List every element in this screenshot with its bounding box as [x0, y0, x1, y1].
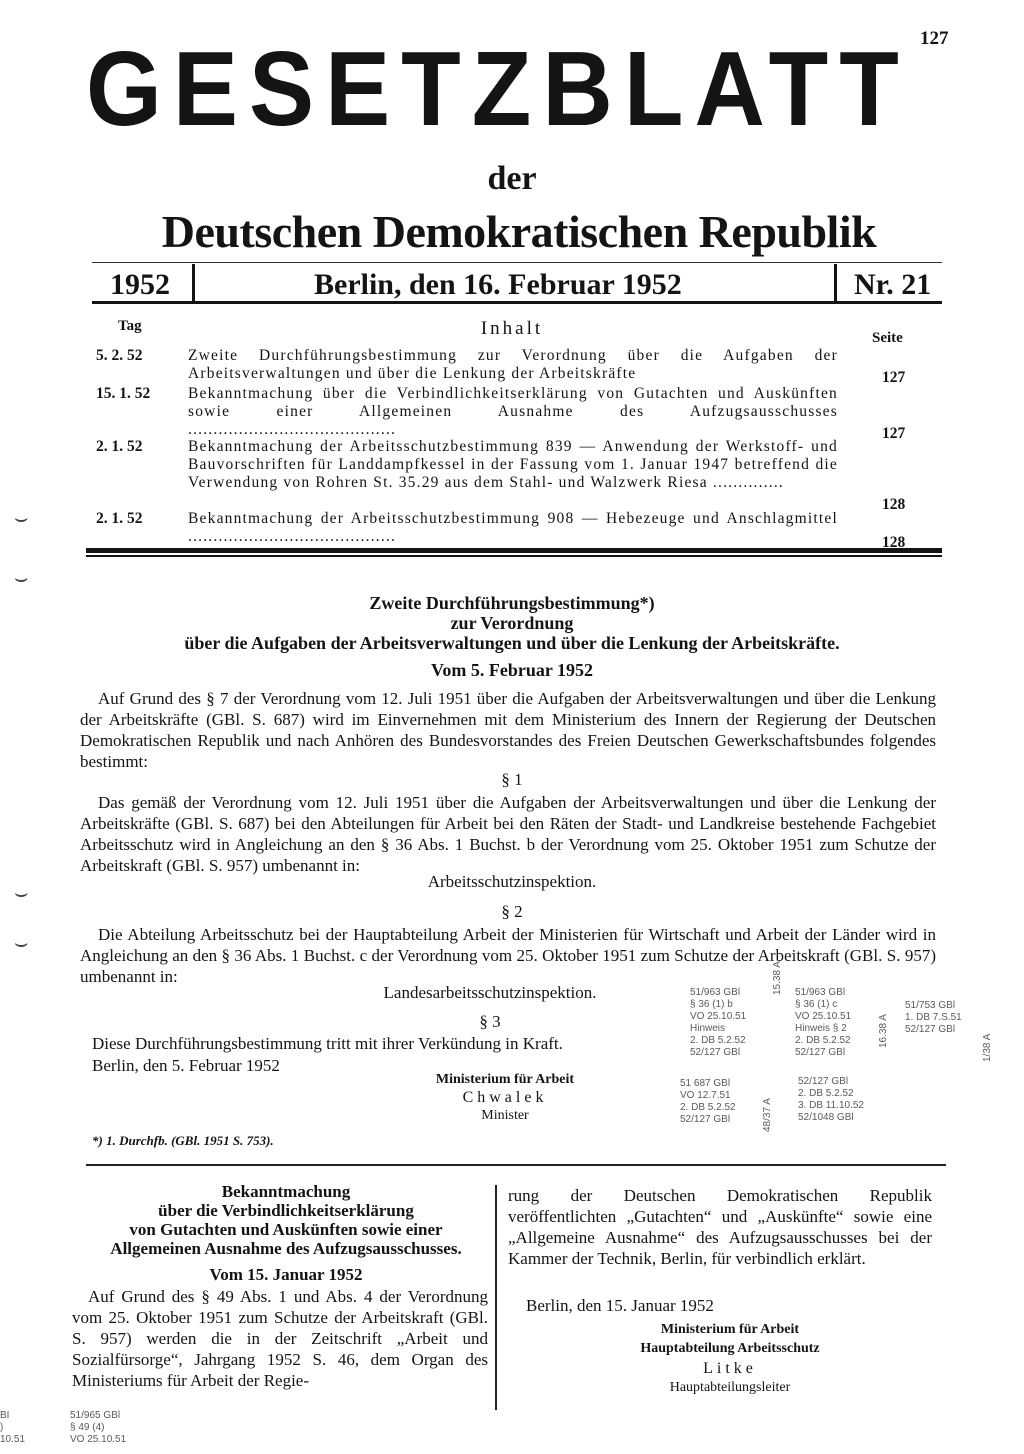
- stamp-side-label: 48/37 A: [762, 1098, 773, 1132]
- toc-entry-date: 2. 1. 52: [96, 510, 143, 527]
- article1-place-date: Berlin, den 5. Februar 1952: [92, 1056, 280, 1075]
- stamp-line: 2. DB 5.2.52: [680, 1102, 736, 1113]
- issue-number: Nr. 21: [854, 268, 932, 301]
- stamp-line: 1. DB 7.S.51: [905, 1012, 962, 1023]
- article1-section3-text: Diese Durchführungsbestimmung tritt mit ihrer Verkündung in Kraft.: [92, 1034, 563, 1053]
- stamp-line: 3. DB 11.10.52: [798, 1100, 864, 1111]
- toc-entry-page: 127: [882, 369, 906, 386]
- article1-ministry: Ministerium für Arbeit: [435, 1072, 575, 1087]
- article2-title-line1: Bekanntmachung: [221, 1182, 351, 1201]
- stamp-line: VO 12.7.51: [680, 1090, 731, 1101]
- article2-body-left: Auf Grund des § 49 Abs. 1 und Abs. 4 der Verordnung vom 25. Oktober 1951 zum Schutze der Arbeitskraft (GBl. S. 957) werden die in der Zeitschrift „Arbeit und Sozialfürsorge“, Jahrgang 1952 S. 46, dem Organ des Ministeriums für Arbeit der Regie-: [72, 1287, 488, 1390]
- issue-year: 1952: [110, 268, 170, 301]
- article1-title-line1: Zweite Durchführungsbestimmung*): [369, 593, 655, 613]
- article1-section2-text: Die Abteilung Arbeitsschutz bei der Hauptabteilung Arbeit der Ministerien für Wirtschaft und Arbeit der Länder wird in Angleichung an den § 36 Abs. 1 Buchst. c der Verordnung vom 25. Oktober 1951 zum Schutze der Arbeitskraft (GBl. S. 957) umbenannt in:: [80, 925, 936, 986]
- toc-entry-text: Zweite Durchführungsbestimmung zur Verordnung über die Aufgaben der Arbeitsverwaltungen und über die Lenkung der Arbeitskräfte: [188, 347, 838, 382]
- stamp-line: 51/963 GBl: [690, 987, 741, 998]
- article2-signer-title: Hauptabteilungsleiter: [669, 1380, 791, 1395]
- article1-signer-title: Minister: [481, 1108, 529, 1123]
- stamp-line: 52/127 GBl: [798, 1076, 849, 1087]
- article1-section3-heading: § 3: [479, 1012, 501, 1031]
- issue-bar-top-rule: [92, 262, 942, 263]
- stamp-line: 52/127 GBl: [905, 1024, 956, 1035]
- stamp-line: 51/963 GBl: [795, 987, 846, 998]
- article2-signer: Litke: [703, 1360, 757, 1377]
- stamp-line: 51/753 GBl: [905, 1000, 956, 1011]
- stamp-line: § 36 (1) b: [690, 999, 733, 1010]
- stamp-line: 2. DB 5.2.52: [690, 1035, 746, 1046]
- stamp-line: ): [0, 1422, 4, 1433]
- article1-section1-text: Das gemäß der Verordnung vom 12. Juli 1951 über die Aufgaben der Arbeitsverwaltungen und über die Lenkung der Arbeitskräfte (GBl. S. 687) bei den Abteilungen für Arbeit bei den Räten der Stadt- und Landkreise bestehende Fachgebiet Arbeitsschutz wird in Angleichung an den § 36 Abs. 1 Buchst. b der Verordnung vom 25. Oktober 1951 zum Schutze der Arbeitskraft (GBl. S. 957) umbenannt in:: [80, 793, 936, 875]
- article1-date: Vom 5. Februar 1952: [431, 660, 593, 680]
- article2-body-right: rung der Deutschen Demokratischen Republik veröffentlichten „Gutachten“ und „Auskünfte“ sowie eine „Allgemeine Ausnahme“ des Aufzugsausschusses bei der Kammer der Technik, Berlin, für verbindlich erklärt.: [508, 1186, 932, 1268]
- margin-mark: ⌣: [14, 880, 29, 905]
- toc-entry-date: 5. 2. 52: [96, 347, 143, 364]
- toc-entry-page: 128: [882, 496, 906, 513]
- article1-section1-name: Arbeitsschutzinspektion.: [427, 872, 597, 891]
- archive-stamp: [905, 1000, 985, 1036]
- archive-stamp: [798, 1076, 898, 1124]
- toc-entry-date: 15. 1. 52: [96, 385, 151, 402]
- column-divider: [495, 1185, 497, 1410]
- article1-footnote: *) 1. Durchfb. (GBl. 1951 S. 753).: [92, 1133, 274, 1148]
- toc-divider-thin: [86, 555, 942, 557]
- stamp-line: 52/127 GBl: [680, 1114, 731, 1125]
- issue-bar-separator: [834, 264, 837, 302]
- toc-entry-page: 127: [882, 425, 906, 442]
- issue-bar: [92, 262, 942, 304]
- stamp-line: VO 25.10.51: [70, 1434, 127, 1445]
- article1-title-line2: zur Verordnung: [450, 613, 574, 633]
- margin-mark: ⌣: [14, 505, 29, 530]
- margin-mark: ⌣: [14, 930, 29, 955]
- stamp-side-label: 16.38 A: [878, 1014, 889, 1048]
- article2-title-line4: Allgemeinen Ausnahme des Aufzugsausschusses.: [110, 1239, 462, 1258]
- article2-place-date: Berlin, den 15. Januar 1952: [526, 1296, 714, 1315]
- stamp-line: 2. DB 5.2.52: [795, 1035, 851, 1046]
- masthead-title: GESETZBLATT: [86, 30, 910, 148]
- page-number: 127: [920, 28, 949, 49]
- stamp-line: § 36 (1) c: [795, 999, 838, 1010]
- archive-stamp: [690, 987, 780, 1059]
- archive-stamp: [0, 1410, 40, 1446]
- archive-stamp: [680, 1078, 770, 1126]
- stamp-side-label: 15.38 A: [772, 961, 783, 995]
- toc-divider-thick: [86, 548, 942, 553]
- article1-section1-heading: § 1: [501, 770, 523, 789]
- toc-column-tag: Tag: [118, 318, 142, 334]
- article2-title-line2: über die Verbindlichkeitserklärung: [158, 1201, 414, 1220]
- masthead-subtitle-country: Deutschen Demokratischen Republik: [161, 206, 877, 257]
- stamp-line: VO 25.10.51: [690, 1011, 747, 1022]
- stamp-line: 52/127 GBl: [795, 1047, 846, 1058]
- toc-entry-text: Bekanntmachung der Arbeitsschutzbestimmung 908 — Hebezeuge und Anschlagmittel .........................................: [188, 510, 838, 545]
- stamp-line: BI: [0, 1410, 10, 1421]
- toc-entry-date: 2. 1. 52: [96, 438, 143, 455]
- article1-section2-name: Landesarbeitsschutzinspektion.: [383, 983, 597, 1002]
- issue-place-date: Berlin, den 16. Februar 1952: [314, 268, 682, 301]
- toc-title: Inhalt: [480, 318, 544, 339]
- toc-entry-text: Bekanntmachung der Arbeitsschutzbestimmung 839 — Anwendung der Werkstoff- und Bauvorschriften für Landdampfkessel in der Fassung vom 1. Januar 1947 betreffend die Verwendung von Rohren St. 35.29 aus dem Stahl- und Walzwerk Riesa ..............: [188, 438, 838, 491]
- toc-column-seite: Seite: [872, 330, 903, 346]
- margin-mark: ⌣: [14, 565, 29, 590]
- stamp-line: 10.51: [0, 1434, 26, 1445]
- article-divider: [86, 1164, 946, 1166]
- stamp-line: 2. DB 5.2.52: [798, 1088, 854, 1099]
- stamp-side-label: 1/38 A: [982, 1033, 993, 1062]
- masthead-subtitle-der: der: [487, 160, 537, 197]
- article2-ministry: Ministerium für Arbeit: [660, 1322, 800, 1337]
- issue-bar-separator: [192, 264, 195, 302]
- article2-date: Vom 15. Januar 1952: [209, 1265, 363, 1284]
- article2-title-line3: von Gutachten und Auskünften sowie einer: [129, 1220, 443, 1239]
- stamp-line: 52/127 GBl: [690, 1047, 741, 1058]
- stamp-line: Hinweis § 2: [795, 1023, 847, 1034]
- stamp-line: VO 25.10.51: [795, 1011, 852, 1022]
- article1-title-line3: über die Aufgaben der Arbeitsverwaltungen und über die Lenkung der Arbeitskräfte.: [184, 633, 840, 653]
- article2-department: Hauptabteilung Arbeitsschutz: [640, 1341, 820, 1356]
- archive-stamp: [70, 1410, 160, 1446]
- toc-entry-text: Bekanntmachung über die Verbindlichkeitserklärung von Gutachten und Auskünften sowie einer Allgemeinen Ausnahme des Aufzugsausschusses .........................................: [188, 385, 838, 438]
- stamp-line: 51/965 GBl: [70, 1410, 121, 1421]
- article1-signer: Chwalek: [462, 1089, 548, 1106]
- article1-section2-heading: § 2: [501, 902, 523, 921]
- stamp-line: Hinweis: [690, 1023, 726, 1034]
- stamp-line: 52/1048 GBl: [798, 1112, 854, 1123]
- toc-entry-page: 128: [882, 534, 906, 551]
- archive-stamp: [795, 987, 885, 1059]
- stamp-line: § 49 (4): [70, 1422, 105, 1433]
- stamp-line: 51 687 GBl: [680, 1078, 731, 1089]
- article1-intro: Auf Grund des § 7 der Verordnung vom 12. Juli 1951 über die Aufgaben der Arbeitsverwaltungen und über die Lenkung der Arbeitskräfte (GBl. S. 687) wird im Einvernehmen mit dem Ministerium des Innern der Regierung der Deutschen Demokratischen Republik und nach Anhören des Bundesvorstandes des Freien Deutschen Gewerkschaftsbundes folgendes bestimmt:: [80, 689, 936, 771]
